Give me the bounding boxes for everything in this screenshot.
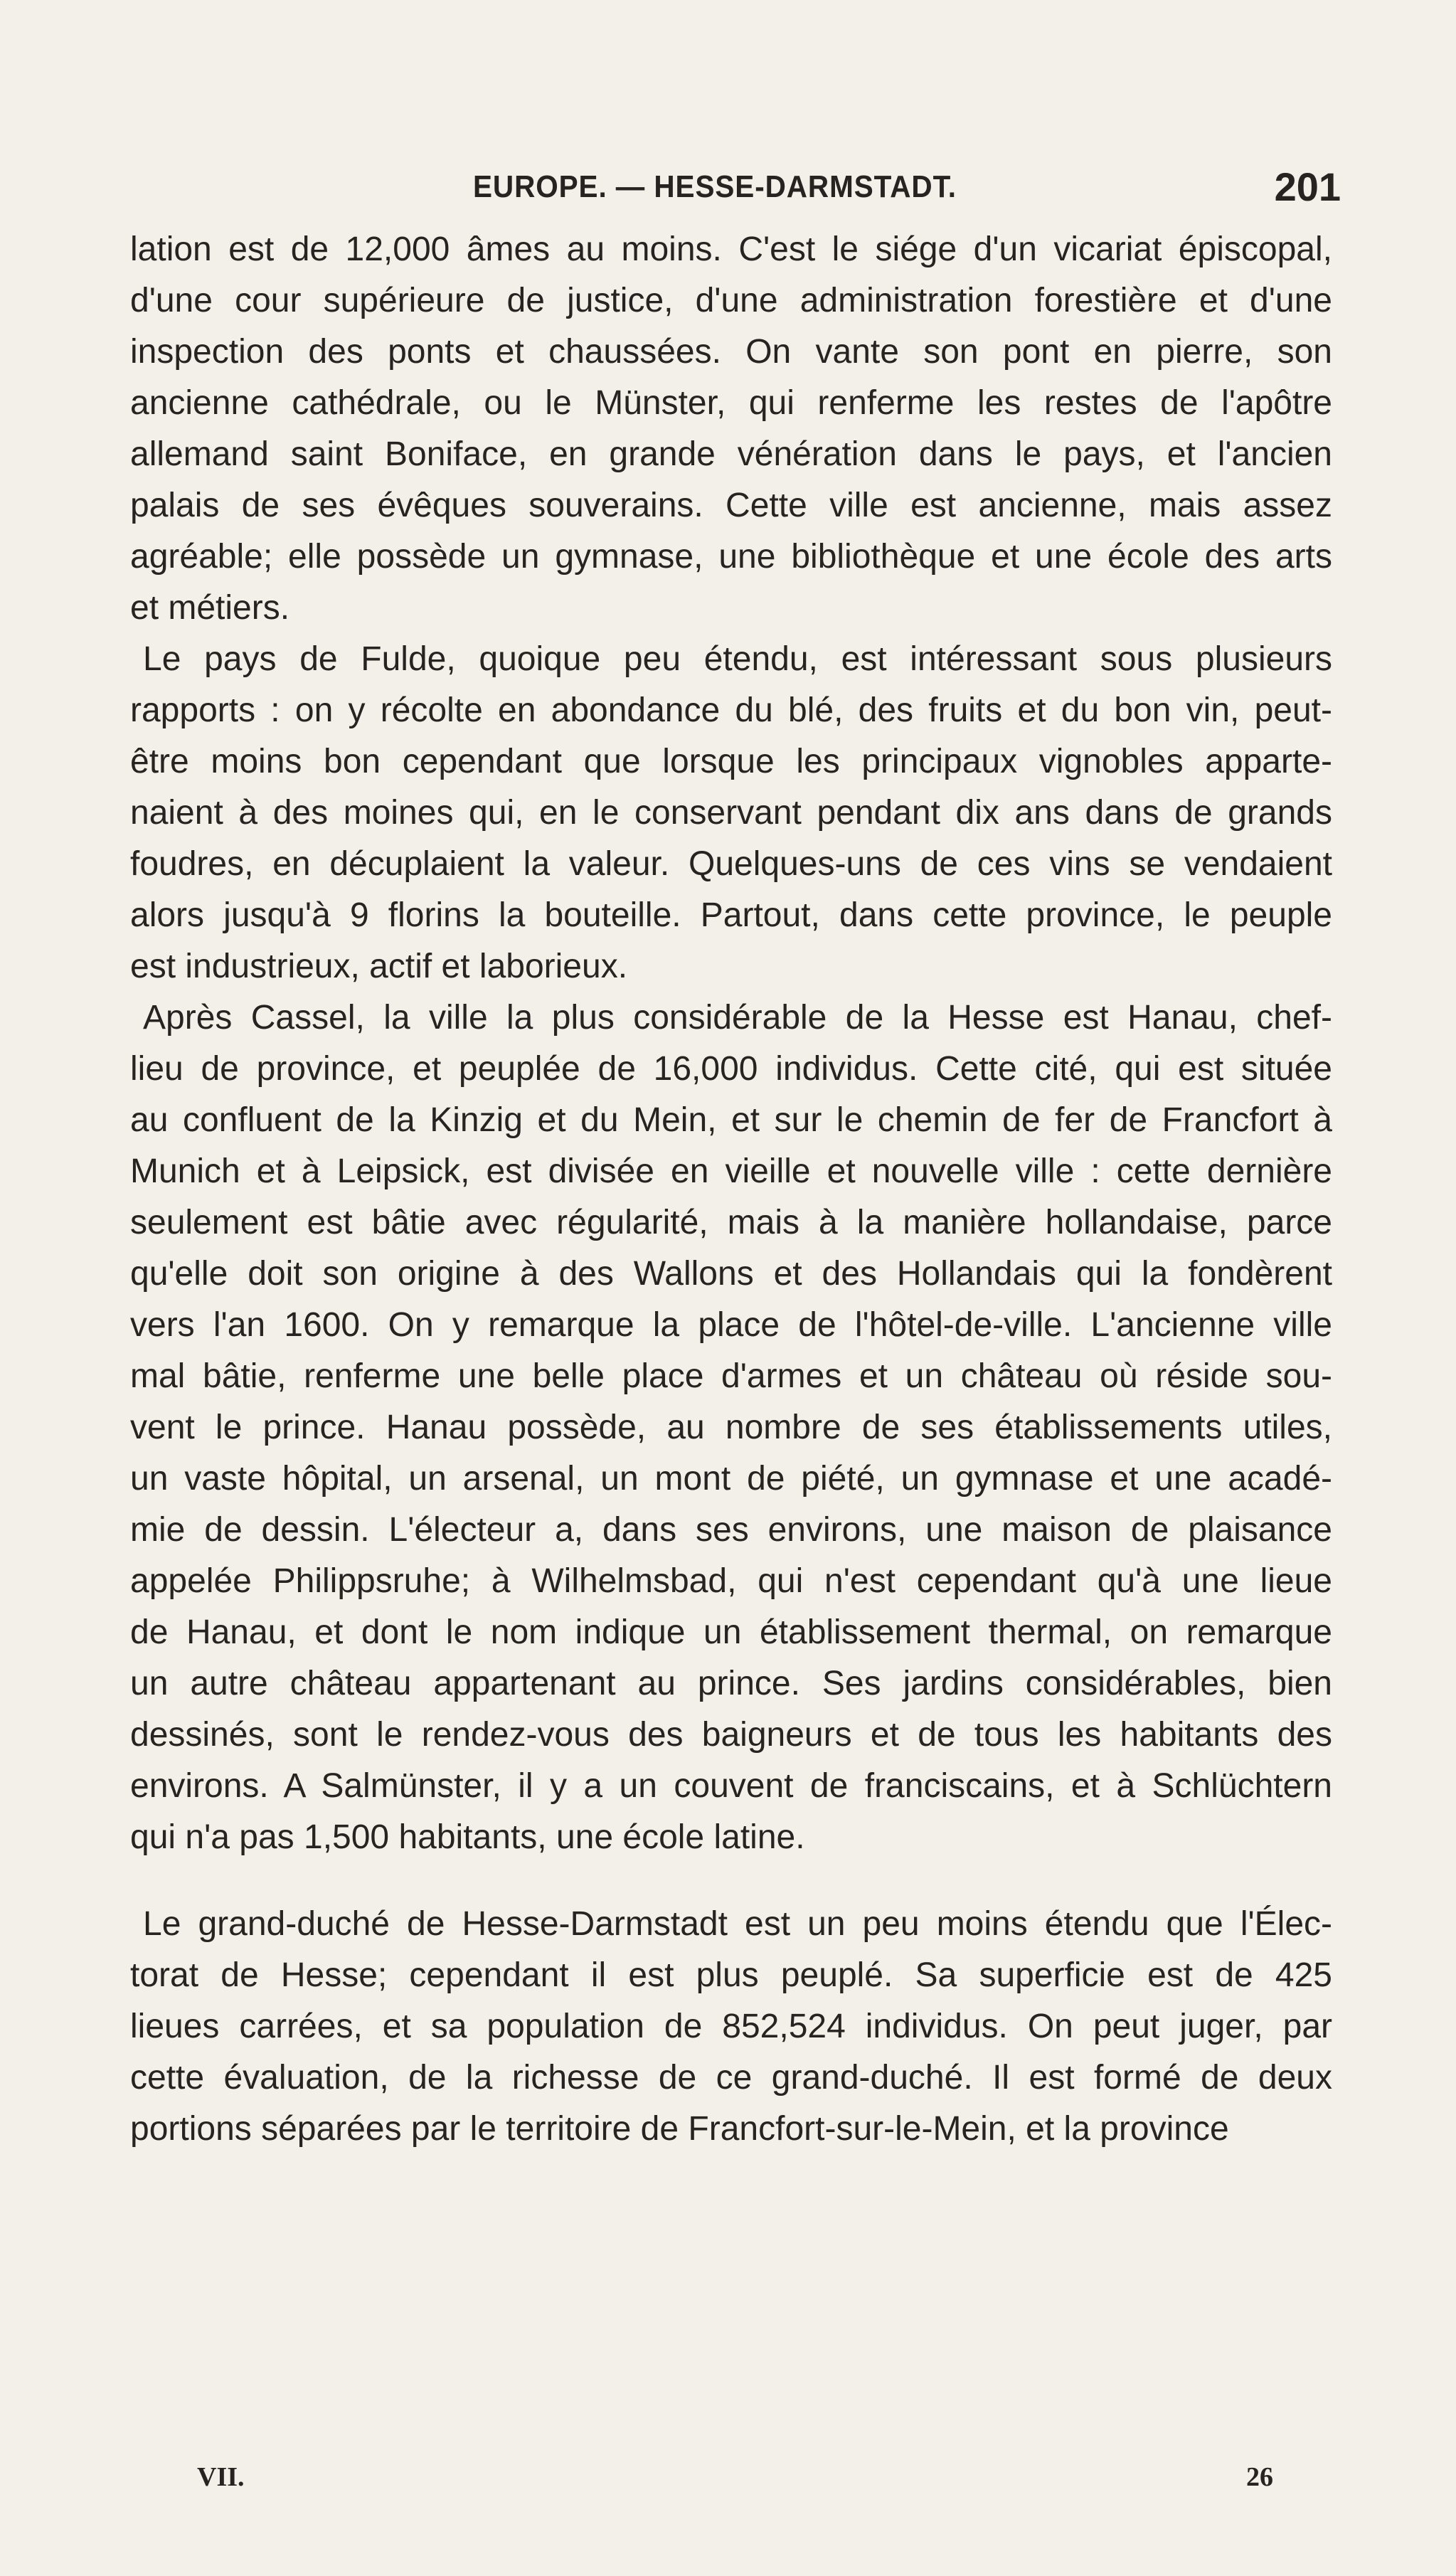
text-line: cette évaluation, de la richesse de ce grand-duché. Il est formé de deux	[130, 2059, 1332, 2097]
text-line: qui n'a pas 1,500 habitants, une école latine.	[130, 1818, 805, 1856]
text-line: ancienne cathédrale, ou le Münster, qui renferme les restes de l'apôtre	[130, 384, 1332, 422]
text-line: torat de Hesse; cependant il est plus peuplé. Sa superficie est de 425	[130, 1956, 1332, 1994]
text-line: mie de dessin. L'électeur a, dans ses environs, une maison de plaisance	[130, 1511, 1332, 1549]
text-line: lieues carrées, et sa population de 852,524 individus. On peut juger, par	[130, 2008, 1332, 2045]
text-line: seulement est bâtie avec régularité, mais à la manière hollandaise, parce	[130, 1204, 1332, 1241]
text-line: est industrieux, actif et laborieux.	[130, 948, 628, 985]
text-line: être moins bon cependant que lorsque les principaux vignobles apparte-	[130, 743, 1332, 780]
text-line: Le pays de Fulde, quoique peu étendu, est intéressant sous plusieurs	[143, 640, 1332, 678]
text-line: dessinés, sont le rendez-vous des baigneurs et de tous les habitants des	[130, 1716, 1332, 1754]
text-line: lation est de 12,000 âmes au moins. C'est le siége d'un vicariat épiscopal,	[130, 230, 1332, 268]
text-line: un vaste hôpital, un arsenal, un mont de piété, un gymnase et une acadé-	[130, 1460, 1332, 1498]
text-line: palais de ses évêques souverains. Cette ville est ancienne, mais assez	[130, 487, 1332, 524]
text-line: rapports : on y récolte en abondance du blé, des fruits et du bon vin, peut-	[130, 691, 1332, 729]
text-line: vent le prince. Hanau possède, au nombre de ses établissements utiles,	[130, 1409, 1332, 1446]
text-line: portions séparées par le territoire de Francfort-sur-le-Mein, et la province	[130, 2110, 1229, 2148]
page-footer	[197, 2461, 1328, 2504]
text-line: de Hanau, et dont le nom indique un établissement thermal, on remarque	[130, 1613, 1332, 1651]
text-line: agréable; elle possède un gymnase, une bibliothèque et une école des arts	[130, 538, 1332, 576]
text-line: d'une cour supérieure de justice, d'une administration forestière et d'une	[130, 282, 1332, 319]
body-text	[130, 224, 1332, 2155]
running-head	[132, 164, 1341, 212]
volume-signature: VII.	[197, 2462, 245, 2492]
paragraph	[130, 992, 1332, 1863]
text-line: et métiers.	[130, 589, 290, 627]
text-line: au confluent de la Kinzig et du Mein, et sur le chemin de fer de Francfort à	[130, 1101, 1332, 1139]
text-line: Après Cassel, la ville la plus considérable de la Hesse est Hanau, chef-	[143, 999, 1332, 1037]
text-line: Le grand-duché de Hesse-Darmstadt est un peu moins étendu que l'Élec-	[143, 1905, 1332, 1943]
text-line: environs. A Salmünster, il y a un couvent de franciscains, et à Schlüchtern	[130, 1767, 1332, 1805]
text-line: lieu de province, et peuplée de 16,000 individus. Cette cité, qui est située	[130, 1050, 1332, 1088]
text-line: naient à des moines qui, en le conservant pendant dix ans dans de grands	[130, 794, 1332, 832]
running-head-title: EUROPE. — HESSE-DARMSTADT.	[473, 169, 957, 204]
text-line: alors jusqu'à 9 florins la bouteille. Partout, dans cette province, le peuple	[130, 896, 1332, 934]
text-line: foudres, en décuplaient la valeur. Quelques-uns de ces vins se vendaient	[130, 845, 1332, 883]
text-line: Munich et à Leipsick, est divisée en vieille et nouvelle ville : cette dernière	[130, 1152, 1332, 1190]
gathering-signature: 26	[1246, 2462, 1273, 2492]
text-line: vers l'an 1600. On y remarque la place de l'hôtel-de-ville. L'ancienne ville	[130, 1306, 1332, 1344]
text-line: un autre château appartenant au prince. Ses jardins considérables, bien	[130, 1665, 1332, 1702]
text-line: allemand saint Boniface, en grande vénération dans le pays, et l'ancien	[130, 435, 1332, 473]
paragraph	[130, 634, 1332, 992]
text-line: mal bâtie, renferme une belle place d'armes et un château où réside sou-	[130, 1357, 1332, 1395]
text-line: appelée Philippsruhe; à Wilhelmsbad, qui n'est cependant qu'à une lieue	[130, 1562, 1332, 1600]
paragraph	[130, 1899, 1332, 2155]
paragraph	[130, 224, 1332, 634]
page-number: 201	[1274, 164, 1341, 209]
text-line: inspection des ponts et chaussées. On vante son pont en pierre, son	[130, 333, 1332, 371]
paragraph-gap	[130, 1863, 1332, 1899]
text-line: qu'elle doit son origine à des Wallons et des Hollandais qui la fondèrent	[130, 1255, 1332, 1293]
